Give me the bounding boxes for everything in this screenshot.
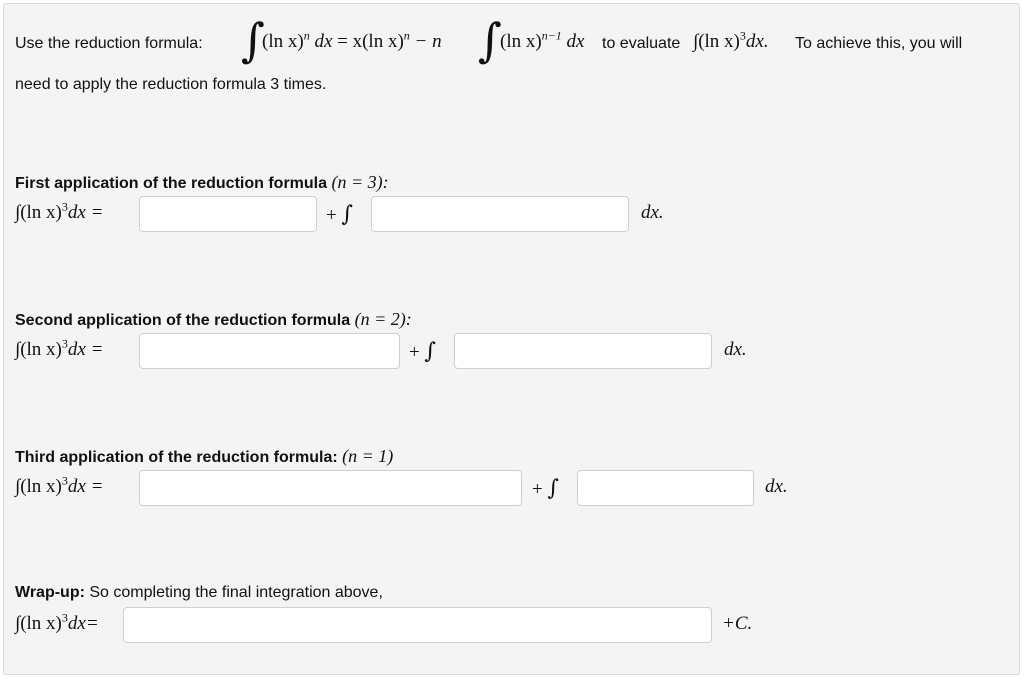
section3-plus: + ∫ xyxy=(532,476,559,501)
intro-tail: To achieve this, you will xyxy=(795,35,963,52)
section1-plus: + ∫ xyxy=(326,202,353,227)
section2-lhs: ∫(ln x)$^3$dx = xyxy=(15,336,104,360)
reduction-formula: (ln x)$^n$ dx = x(ln x)$^n$ − n xyxy=(262,28,442,52)
integral-sign-icon: ∫ xyxy=(478,13,502,67)
integral-sign-icon: ∫ xyxy=(341,202,353,227)
section3-lhs: ∫(ln x)$^3$dx = xyxy=(15,473,104,497)
wrapup-lhs: ∫(ln x)$^3$dx= xyxy=(15,610,99,634)
constant-c: +C. xyxy=(722,613,753,634)
section2-title: Second application of the reduction formula (n = 2): xyxy=(15,309,412,329)
section1-title: First application of the reduction formula (n = 3): xyxy=(15,172,389,192)
section3-title: Third application of the reduction formula: (n = 1) xyxy=(15,446,394,466)
intro-lead: Use the reduction formula: xyxy=(15,35,203,52)
target-integral: ∫(ln x)$^3$dx. xyxy=(693,28,769,52)
intro-line2: need to apply the reduction formula 3 times. xyxy=(15,76,327,93)
section2-dx: dx. xyxy=(724,339,747,360)
integral-sign-icon: ∫ xyxy=(241,13,265,67)
section1-lhs: ∫(ln x)$^3$dx = xyxy=(15,199,104,223)
section3-dx: dx. xyxy=(765,476,788,497)
section2-plus: + ∫ xyxy=(409,339,436,364)
section1-integrand-input[interactable] xyxy=(371,196,629,232)
section3-integrand-input[interactable] xyxy=(577,470,754,506)
section2-integrand-input[interactable] xyxy=(454,333,712,369)
section3-first-term-input[interactable] xyxy=(139,470,522,506)
intro-to-evaluate: to evaluate xyxy=(602,35,681,52)
wrapup-title: Wrap-up: So completing the final integration above, xyxy=(15,584,383,601)
section1-dx: dx. xyxy=(641,202,664,223)
integral-sign-icon: ∫ xyxy=(547,476,559,501)
final-answer-input[interactable] xyxy=(123,607,712,643)
section1-first-term-input[interactable] xyxy=(139,196,317,232)
reduction-formula-rhs: (ln x)$^{n-1}$ dx xyxy=(500,28,585,52)
section2-first-term-input[interactable] xyxy=(139,333,400,369)
integral-sign-icon: ∫ xyxy=(424,339,436,364)
